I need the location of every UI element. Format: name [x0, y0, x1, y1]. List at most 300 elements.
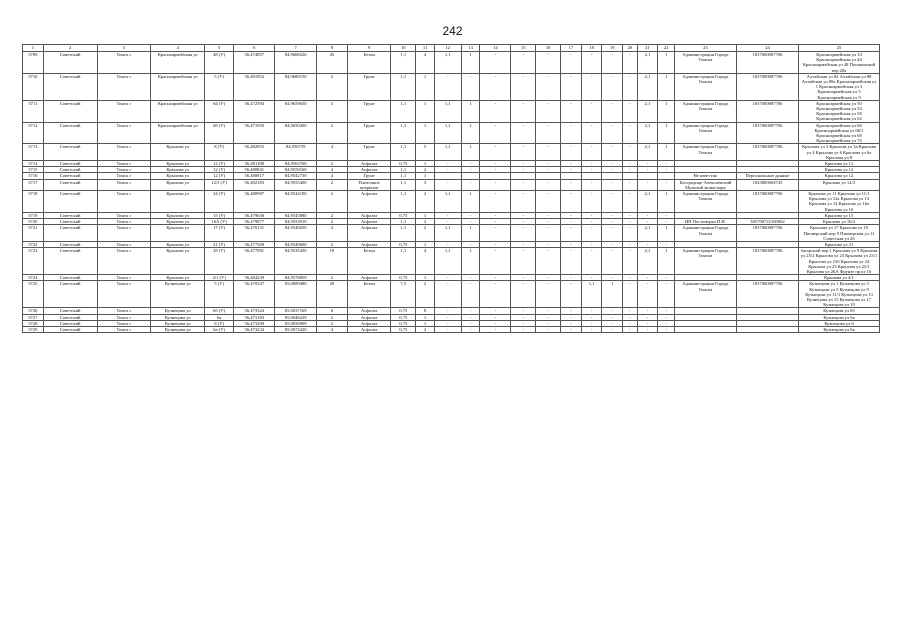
table-cell: - [602, 179, 623, 190]
table-cell: 3725 [23, 281, 44, 308]
table-cell: Асфальт [347, 275, 390, 281]
table-cell: - [581, 191, 602, 213]
table-cell: 15 (У) [205, 212, 234, 218]
table-cell: - [581, 241, 602, 247]
table-cell: 2 [416, 167, 435, 173]
table-cell: 1 [658, 191, 675, 213]
table-cell: - [581, 219, 602, 225]
table-cell: - [623, 167, 637, 173]
table-cell: 84,9659650 [275, 100, 316, 122]
table-cell: - [658, 326, 675, 332]
table-cell: - [480, 122, 511, 144]
table-cell: 84,956759 [275, 144, 316, 161]
table-cell: 17 (У) [205, 225, 234, 242]
table-cell: 10 [316, 248, 347, 275]
table-cell: 3712 [23, 122, 44, 144]
table-cell: - [461, 314, 480, 320]
table-cell: - [602, 161, 623, 167]
table-cell: Кузнецова ул 6а [799, 326, 880, 332]
table-cell: - [602, 122, 623, 144]
table-cell: Томск г [97, 314, 151, 320]
table-cell: - [623, 144, 637, 161]
table-cell: 7,5 [391, 281, 416, 308]
table-cell: Не известно [674, 173, 736, 179]
table-cell: - [480, 179, 511, 190]
table-cell: 64 (У) [205, 100, 234, 122]
table-cell: Советский [43, 144, 97, 161]
table-cell: 1,1 [434, 144, 461, 161]
table-cell: - [536, 225, 561, 242]
column-header: 25 [799, 45, 880, 52]
table-cell: 1 [461, 144, 480, 161]
table-cell: 0,75 [391, 212, 416, 218]
table-cell: 56,473324 [234, 308, 275, 314]
table-cell: 1 [461, 225, 480, 242]
table-cell: 3 [316, 100, 347, 122]
table-cell: Асфальт [347, 212, 390, 218]
table-cell: - [434, 308, 461, 314]
table-cell: Администрация Города Томска [674, 73, 736, 100]
table-cell: - [581, 314, 602, 320]
table-cell: 2,1 [637, 73, 658, 100]
table-cell: Томск г [97, 167, 151, 173]
table-cell: - [511, 248, 536, 275]
table-cell: - [536, 308, 561, 314]
table-cell: Грунт [347, 173, 390, 179]
table-cell: 2 [316, 191, 347, 213]
data-table [22, 44, 880, 333]
table-cell: 56,482955 [234, 144, 275, 161]
table-cell: 84,9668226 [275, 52, 316, 74]
table-cell: 3 [416, 179, 435, 190]
table-cell: 2 [416, 191, 435, 213]
table-cell: - [536, 144, 561, 161]
table-cell: 8 (У) [205, 144, 234, 161]
column-header: 13 [461, 45, 480, 52]
table-cell: Крылова ул [151, 219, 205, 225]
table-cell: - [637, 241, 658, 247]
table-cell: - [511, 179, 536, 190]
table-cell: - [511, 241, 536, 247]
table-cell: - [511, 225, 536, 242]
table-cell: - [581, 161, 602, 167]
table-cell: - [511, 144, 536, 161]
table-cell: - [602, 219, 623, 225]
table-cell: 56,474857 [234, 52, 275, 74]
table-cell: 0,75 [391, 275, 416, 281]
table-cell: 56,477509 [234, 241, 275, 247]
table-row [23, 281, 880, 308]
table-cell: 1,1 [391, 122, 416, 144]
table-cell: Крылова ул [151, 161, 205, 167]
table-cell: - [434, 326, 461, 332]
table-cell: - [561, 248, 582, 275]
table-cell: 56,480987 [234, 191, 275, 213]
table-cell: 2,1 [637, 100, 658, 122]
table-cell: - [581, 122, 602, 144]
table-cell: - [581, 225, 602, 242]
table-cell: 1,1 [391, 173, 416, 179]
column-header: 6 [234, 45, 275, 52]
table-cell: Советский [43, 314, 97, 320]
table-cell: 1025800004745 [736, 179, 798, 190]
table-cell: 1 [416, 275, 435, 281]
table-cell: 56,481952 [234, 73, 275, 100]
column-header: 8 [316, 45, 347, 52]
table-cell: - [637, 275, 658, 281]
table-cell: 48 (У) [205, 52, 234, 74]
table-cell: 3716 [23, 173, 44, 179]
table-cell: Богородице-Алексиевский Мужской монастырь [674, 179, 736, 190]
table-cell: 1 [461, 100, 480, 122]
table-cell: - [461, 179, 480, 190]
table-cell: - [623, 212, 637, 218]
table-cell: Крылова ул [151, 144, 205, 161]
table-cell: Кузнецова ул [151, 314, 205, 320]
table-cell: Крылова ул [151, 225, 205, 242]
table-cell: 5 (У) [205, 281, 234, 308]
table-cell: - [536, 248, 561, 275]
column-header: 22 [658, 45, 675, 52]
table-cell: 3726 [23, 308, 44, 314]
table-cell: - [434, 73, 461, 100]
table-cell: - [602, 212, 623, 218]
table-cell: Крылова ул [151, 241, 205, 247]
table-cell: 84,9545880 [275, 212, 316, 218]
table-cell: Крылова ул [151, 179, 205, 190]
table-cell: - [461, 275, 480, 281]
table-cell: - [623, 122, 637, 144]
table-cell: 305700722100062 [736, 219, 798, 225]
table-cell: Советский [43, 248, 97, 275]
table-cell: Администрация Города Томска [674, 122, 736, 144]
table-cell: - [623, 281, 637, 308]
table-cell: - [561, 179, 582, 190]
table-cell: 2 [316, 179, 347, 190]
table-cell: - [623, 73, 637, 100]
table-cell: - [658, 275, 675, 281]
table-cell: 1 [461, 191, 480, 213]
table-cell: - [434, 241, 461, 247]
table-cell: Асфальт [347, 219, 390, 225]
table-row [23, 225, 880, 242]
table-cell: Томск г [97, 275, 151, 281]
table-cell: - [581, 212, 602, 218]
table-cell: Бетон [347, 248, 390, 275]
table-cell: Томск г [97, 144, 151, 161]
table-cell: 2,1 [637, 144, 658, 161]
table-cell: Грунт [347, 122, 390, 144]
table-cell: Асфальт [347, 191, 390, 213]
table-cell: 8 [416, 308, 435, 314]
table-cell: - [480, 326, 511, 332]
table-cell: 6а (У) [205, 326, 234, 332]
table-cell: 1 [416, 314, 435, 320]
table-cell: - [480, 144, 511, 161]
table-cell: - [511, 100, 536, 122]
table-cell: 6 (У) [205, 320, 234, 326]
table-cell: 56,478131 [234, 225, 275, 242]
table-cell: - [637, 179, 658, 190]
table-cell: 34 (У) [205, 191, 234, 213]
table-cell: 1,1 [391, 191, 416, 213]
table-cell: - [461, 73, 480, 100]
table-cell: - [623, 314, 637, 320]
table-cell: Томск г [97, 308, 151, 314]
table-cell: - [536, 100, 561, 122]
table-cell: Советский [43, 225, 97, 242]
table-cell: Советский [43, 52, 97, 74]
table-cell: - [658, 281, 675, 308]
table-cell: - [623, 161, 637, 167]
table-cell: 3709 [23, 52, 44, 74]
table-cell: 84,9546650 [275, 225, 316, 242]
table-cell: - [623, 52, 637, 74]
table-cell: - [658, 161, 675, 167]
table-cell: 4 [316, 326, 347, 332]
table-cell: 6а [205, 314, 234, 320]
table-row [23, 326, 880, 332]
table-cell: 2 [416, 219, 435, 225]
table-cell: 1 [416, 320, 435, 326]
table-cell: Асфальт [347, 241, 390, 247]
table-cell: 3717 [23, 179, 44, 190]
table-cell: 84,9650300 [275, 122, 316, 144]
table-cell: - [658, 320, 675, 326]
table-cell: - [623, 326, 637, 332]
table-cell: 3718 [23, 191, 44, 213]
column-header: 11 [416, 45, 435, 52]
table-cell: 4 [316, 225, 347, 242]
table-cell: 1,1 [391, 167, 416, 173]
table-cell: Алтайская ул 82 Алтайская ул 88 Алтайская ул 88а Красноармейская ул 1 Красноармейская ул 3 Красноармейская ул 5 Красноармейская ул 9 [799, 73, 880, 100]
table-cell: 0,75 [391, 326, 416, 332]
table-cell: 6 [316, 308, 347, 314]
table-cell: Крылова ул 12 [799, 173, 880, 179]
table-cell: - [581, 144, 602, 161]
column-header: 20 [623, 45, 637, 52]
table-cell: - [536, 281, 561, 308]
table-cell: Красноармейская ул 66 Красноармейская ул 68/1 Красноармейская ул 68 Красноармейская ул 70 [799, 122, 880, 144]
table-cell: 4 [316, 167, 347, 173]
table-cell: 3713 [23, 144, 44, 161]
table-cell: - [581, 248, 602, 275]
table-cell: Томск г [97, 281, 151, 308]
table-cell: - [623, 275, 637, 281]
table-cell: - [623, 225, 637, 242]
table-cell: 1037000087706 [736, 52, 798, 74]
table-cell: 2 [316, 122, 347, 144]
table-cell: 4/1 (У) [205, 275, 234, 281]
table-cell: Кузнецова ул [151, 281, 205, 308]
table-cell: 1,1 [434, 191, 461, 213]
table-cell: Асфальт [347, 161, 390, 167]
table-cell: - [480, 52, 511, 74]
table-cell: Советский [43, 212, 97, 218]
table-cell: Администрация Города Томска [674, 100, 736, 122]
table-cell: - [536, 122, 561, 144]
table-cell: 2 [416, 326, 435, 332]
table-cell: 1,1 [434, 225, 461, 242]
table-cell: - [637, 314, 658, 320]
table-cell: - [536, 212, 561, 218]
table-cell: 12 (У) [205, 173, 234, 179]
table-cell: - [602, 52, 623, 74]
table-cell: 1 [658, 52, 675, 74]
table-cell: 1,1 [391, 248, 416, 275]
table-cell: - [561, 225, 582, 242]
table-cell: - [461, 326, 480, 332]
table-cell: Красноармейская ул 33 Красноармейская ул 44 Красноармейская ул 48 Пушкинский пер 28а [799, 52, 880, 74]
table-cell: 2,1 [637, 52, 658, 74]
table-cell: 1,1 [391, 52, 416, 74]
table-cell: - [602, 314, 623, 320]
table-cell: - [658, 167, 675, 173]
table-cell: 1,1 [391, 179, 416, 190]
table-cell: Советский [43, 179, 97, 190]
table-cell: Крылова ул [151, 212, 205, 218]
table-cell: 4 [416, 248, 435, 275]
table-cell: - [658, 314, 675, 320]
table-cell: - [623, 100, 637, 122]
table-cell: 1 [416, 161, 435, 167]
table-cell: 84,9542739 [275, 173, 316, 179]
table-cell: 3724 [23, 275, 44, 281]
table-cell: 85,0056909 [275, 320, 316, 326]
table-cell: Крылова ул 12 [799, 167, 880, 173]
table-cell: 1,1 [391, 219, 416, 225]
table-row [23, 52, 880, 74]
table-cell: - [637, 326, 658, 332]
column-header: 1 [23, 45, 44, 52]
table-cell: Кузнецова ул 6 [799, 320, 880, 326]
table-cell: Томск г [97, 73, 151, 100]
table-cell: - [561, 122, 582, 144]
table-cell: - [461, 241, 480, 247]
table-cell: - [434, 161, 461, 167]
table-cell: - [511, 314, 536, 320]
table-cell: - [461, 161, 480, 167]
table-cell: - [581, 320, 602, 326]
table-row [23, 179, 880, 190]
table-cell: 1,1 [391, 100, 416, 122]
table-cell: Советский [43, 320, 97, 326]
table-cell: 6б (У) [205, 308, 234, 314]
table-cell: 85,0089480 [275, 281, 316, 308]
table-cell: - [658, 241, 675, 247]
table-cell: - [637, 161, 658, 167]
table-cell: 3727 [23, 314, 44, 320]
table-cell: Советский [43, 73, 97, 100]
table-cell: Асфальт [347, 320, 390, 326]
table-cell: 1 [416, 212, 435, 218]
table-cell: Советский [43, 308, 97, 314]
table-cell: Советский [43, 326, 97, 332]
table-cell: - [434, 314, 461, 320]
table-cell: Администрация Города Томска [674, 52, 736, 74]
table-cell: 2 [416, 225, 435, 242]
table-cell: 56,479630 [234, 212, 275, 218]
table-cell: Крылова ул [151, 248, 205, 275]
table-cell: Крылова ул [151, 173, 205, 179]
table-cell: Советский [43, 219, 97, 225]
table-cell: Крылова ул 21 [799, 241, 880, 247]
table-cell: 1037000087706 [736, 73, 798, 100]
table-cell: - [602, 275, 623, 281]
table-cell: Советский [43, 122, 97, 144]
table-cell: 1 [416, 122, 435, 144]
table-cell: Администрация Города Томска [674, 281, 736, 308]
table-cell: - [637, 320, 658, 326]
table-cell: - [536, 167, 561, 173]
table-cell: 3721 [23, 225, 44, 242]
table-cell: Асфальт [347, 326, 390, 332]
table-cell: 84,9680150 [275, 73, 316, 100]
table-cell: 1 [658, 122, 675, 144]
table-cell: - [434, 281, 461, 308]
table-cell: - [480, 281, 511, 308]
table-cell: - [561, 100, 582, 122]
table-cell: - [623, 179, 637, 190]
table-cell: 2 [416, 281, 435, 308]
table-cell: - [511, 122, 536, 144]
table-cell: 84,9563760 [275, 161, 316, 167]
table-cell: 2 [316, 275, 347, 281]
table-cell: Грунт [347, 144, 390, 161]
table-cell: - [623, 219, 637, 225]
table-cell: Красноармейская ул [151, 52, 205, 74]
table-cell: Крылова ул 15 [799, 212, 880, 218]
table-cell: - [461, 167, 480, 173]
table-cell: 28 (У) [205, 248, 234, 275]
table-cell: 4 [316, 144, 347, 161]
table-cell: 0,75 [391, 308, 416, 314]
table-cell: Томск г [97, 241, 151, 247]
table-cell: - [561, 308, 582, 314]
table-cell: - [480, 73, 511, 100]
table-cell: 1037000087706 [736, 144, 798, 161]
table-cell: 68 (У) [205, 122, 234, 144]
table-row [23, 144, 880, 161]
table-cell: 4 [316, 173, 347, 179]
table-cell: - [536, 326, 561, 332]
table-cell: - [511, 212, 536, 218]
table-cell: 84,9535430 [275, 248, 316, 275]
table-cell: - [561, 144, 582, 161]
table-cell: 56,471050 [234, 122, 275, 144]
table-cell: 21 (У) [205, 241, 234, 247]
table-cell: - [536, 73, 561, 100]
table-cell: ИП Пестемерка П.И. [674, 219, 736, 225]
table-cell: Томск г [97, 100, 151, 122]
table-cell: - [434, 212, 461, 218]
table-cell: - [434, 320, 461, 326]
table-cell: 56,470347 [234, 281, 275, 308]
table-cell: 56,480817 [234, 173, 275, 179]
column-header: 16 [536, 45, 561, 52]
table-cell: - [536, 191, 561, 213]
column-header: 21 [637, 45, 658, 52]
column-header: 12 [434, 45, 461, 52]
page-number: 242 [442, 24, 463, 38]
table-cell: 1 [602, 281, 623, 308]
table-cell: - [511, 161, 536, 167]
table-cell: 45 [316, 52, 347, 74]
table-cell: - [658, 219, 675, 225]
table-cell: Кузнецова ул 6а [799, 314, 880, 320]
table-cell: 1,1 [391, 73, 416, 100]
table-header-row [23, 45, 880, 52]
